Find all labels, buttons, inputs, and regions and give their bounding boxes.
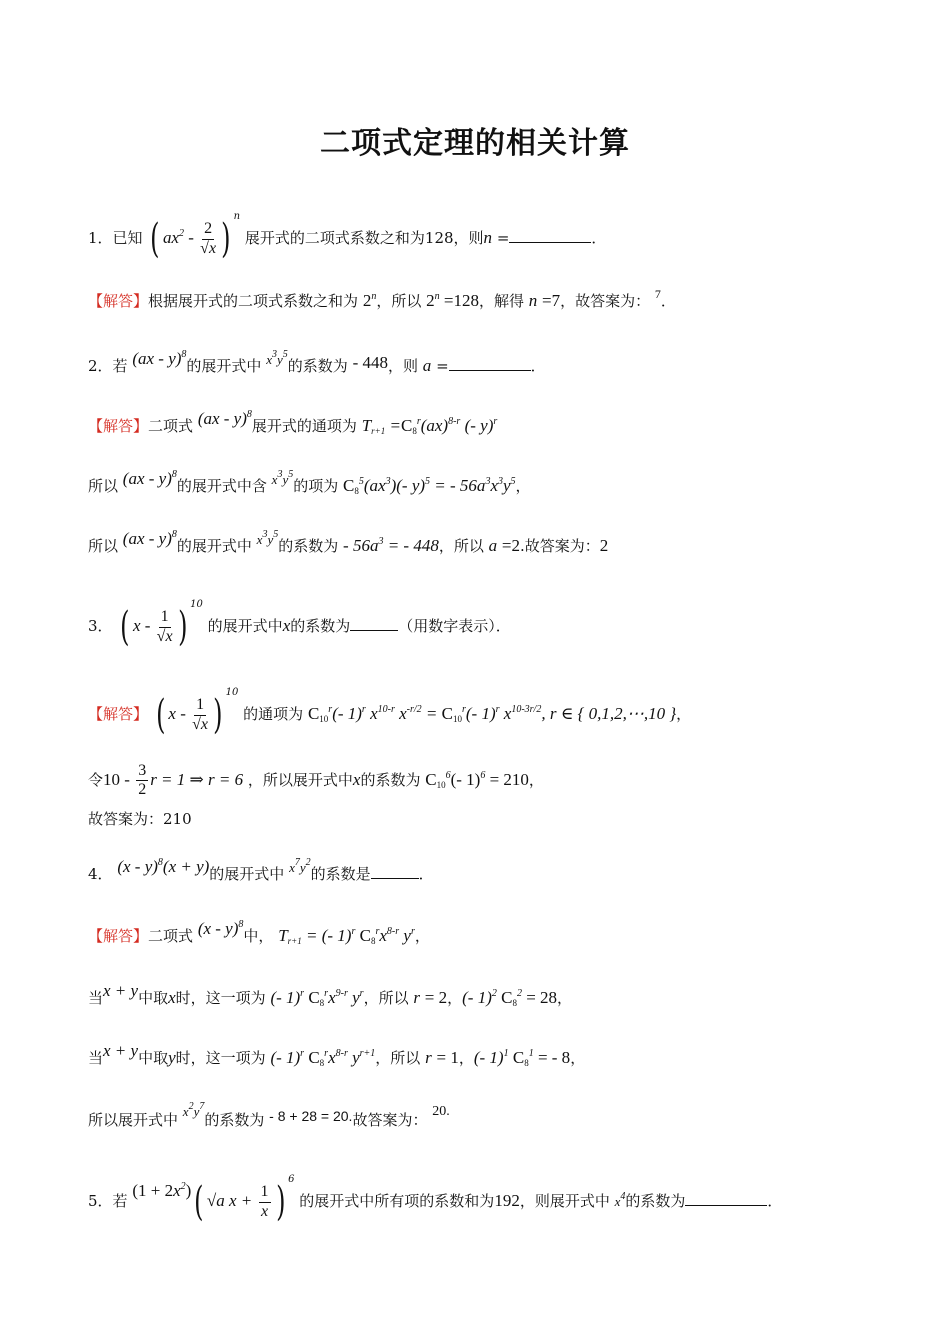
answer-1: 【解答】根据展开式的二项式系数之和为 2$^n$，所以 $2^n =128$，解得 n =7，故答案为： $^7$．: [88, 287, 676, 310]
answer-4-line-4: 所以展开式中 $x^2y^7$的系数为 - 8 + 28 = 20.故答案为： 20.: [88, 1101, 450, 1129]
q1-number: 1．: [88, 229, 113, 247]
q4-answer-blank[interactable]: [371, 864, 419, 879]
answer-4-line-2: 当x + y中取x时，这一项为 (- 1)$^r$ $C_8^rx^{9-r}$ $y^r$，所以 r = 2，(- 1)$^2$ $C_8^2 = 28$，: [88, 981, 573, 1008]
answer-2-line-2: 所以 (ax - y)$^8$的展开式中含 $x^3y^5$的项为 $C_8^5(ax^3)(-$ y)$^5$ = - $56a^3x^3y^5$，: [88, 469, 531, 496]
q3-answer-blank[interactable]: [350, 616, 398, 631]
q2-answer-blank[interactable]: [449, 356, 531, 371]
answer-4-line-1: 【解答】二项式 (x - y)$^8$中， $T_{r+1}$ = (- 1)$^r$ $C_8^rx^{8-r}$ $y^r$，: [88, 919, 430, 946]
answer-3-line-3: 故答案为：210: [88, 810, 192, 828]
answer-4-line-3: 当x + y中取y时，这一项为 (- 1)$^r$ $C_8^rx^{8-r}$ $y^{r+1}$，所以 r = 1，(- 1)$^1$ $C_8^1$ = - 8，: [88, 1041, 586, 1068]
page-title: 二项式定理的相关计算: [320, 126, 630, 161]
answer-3-line-2: 令10 - $\frac{3}{2}$ r = 1 ⇒ r = 6 ，所以展开式中x的系数为 $C_{10}^6(-$ 1)$^6$ = 210，: [88, 762, 544, 799]
answer-2-line-3: 所以 (ax - y)$^8$的展开式中 $x^3y^5$的系数为 - $56a^3$ = - 448，所以 a =2.故答案为：2: [88, 529, 609, 555]
q5-answer-blank[interactable]: [685, 1191, 767, 1206]
question-1: 1．已知 ( $ax^2$ - $\frac{2}{√x}$ ) $^n$ 展开式的二项式系数之和为128，则n = ．: [88, 211, 607, 262]
question-4: 4． (x - y)$^8$(x + y)的展开式中 $x^7y^2$的系数是 ．: [88, 857, 434, 883]
answer-3-line-1: 【解答】 ( x - $\frac{1}{√x}$ ) $^{10}$ 的通项为 $C_{10}^r(-$ 1)$^r$ $x^{10-r}$ $x^{-r/2} = C_{10}^r(-$ 1)$^r$ $x^{10-3r/2}$, r ∈ { 0,1,2,⋯,10 }，: [88, 687, 692, 738]
q1-answer-blank[interactable]: [509, 228, 591, 243]
q1-expression: $ax^2$ -: [162, 228, 199, 247]
question-2: 2．若 (ax - y)$^8$的展开式中 $x^3y^5$的系数为 - 448，则 a = ．: [88, 349, 546, 375]
question-5: 5．若 $(1 + 2x^2)$( √a x + $\frac{1}{x}$ ) $^6$ 的展开式中所有项的系数和为192，则展开式中 $x^4$的系数为 ．: [88, 1174, 783, 1225]
answer-2-line-1: 【解答】二项式 (ax - y)$^8$展开式的通项为 $T_{r+1} =C_8^r(ax)^{8-r}$ (- y)$^r$: [88, 409, 498, 436]
answer-tag: 【解答】: [88, 292, 149, 310]
question-3: 3． ( x - $\frac{1}{√x}$ ) $^{10}$ 的展开式中x的系数为 （用数字表示）．: [88, 599, 511, 650]
